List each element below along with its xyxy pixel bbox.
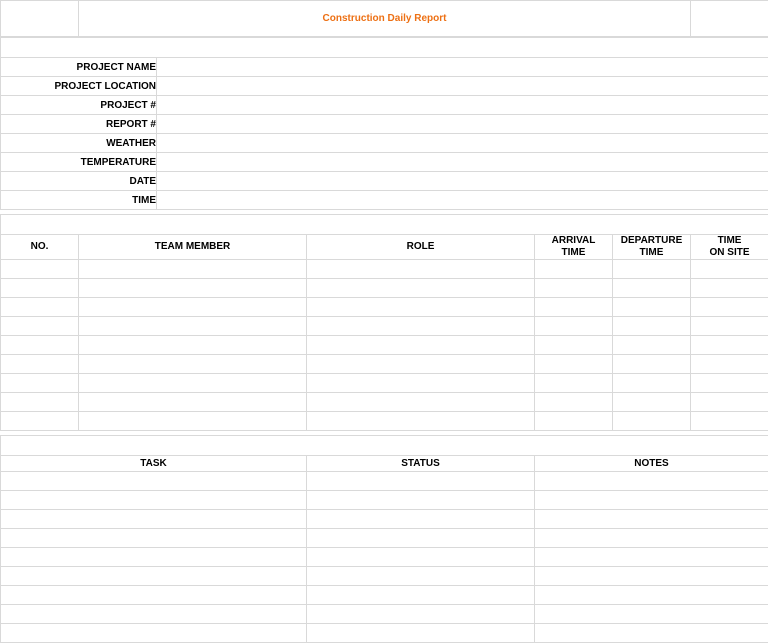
table-row [1, 355, 768, 374]
crew-col-arrival-time-line2: TIME [535, 247, 612, 259]
table-row [1, 279, 768, 298]
weather-label: WEATHER [1, 134, 157, 153]
crew-cell-arrival-time[interactable] [535, 317, 613, 336]
table-row [1, 491, 768, 510]
title-table [0, 0, 768, 37]
crew-cell-team-member[interactable] [79, 412, 307, 431]
crew-cell-departure-time[interactable] [613, 355, 691, 374]
crew-col-team-member: TEAM MEMBER [79, 235, 307, 260]
report-number-row [1, 115, 768, 134]
crew-cell-no[interactable] [1, 336, 79, 355]
time-row [1, 191, 768, 210]
crew-cell-role[interactable] [307, 336, 535, 355]
crew-cell-no[interactable] [1, 260, 79, 279]
work-cell-status[interactable] [307, 472, 535, 491]
page-title: Construction Daily Report [79, 1, 691, 37]
project-number-value[interactable] [157, 96, 768, 115]
temperature-label: TEMPERATURE [1, 153, 157, 172]
crew-cell-no[interactable] [1, 355, 79, 374]
crew-cell-team-member[interactable] [79, 336, 307, 355]
project-details-band [1, 38, 768, 58]
crew-cell-departure-time[interactable] [613, 317, 691, 336]
crew-col-role: ROLE [307, 235, 535, 260]
crew-cell-arrival-time[interactable] [535, 336, 613, 355]
crew-cell-time-on-site[interactable] [691, 374, 768, 393]
table-row [1, 586, 768, 605]
temperature-row [1, 153, 768, 172]
title-row [1, 1, 768, 37]
table-row [1, 529, 768, 548]
work-cell-task[interactable] [1, 586, 307, 605]
crew-col-departure-time [613, 235, 691, 260]
table-row [1, 510, 768, 529]
table-row [1, 317, 768, 336]
work-cell-status[interactable] [307, 529, 535, 548]
work-completed-band-label: WORK COMPLETED [1, 436, 768, 456]
crew-cell-role[interactable] [307, 412, 535, 431]
crew-cell-team-member[interactable] [79, 393, 307, 412]
crew-cell-role[interactable] [307, 355, 535, 374]
work-cell-status[interactable] [307, 548, 535, 567]
weather-value[interactable] [157, 134, 768, 153]
work-cell-notes[interactable] [535, 510, 768, 529]
table-row [1, 624, 768, 643]
work-cell-notes[interactable] [535, 567, 768, 586]
crew-cell-no[interactable] [1, 279, 79, 298]
title-right-spacer [691, 1, 768, 37]
crew-col-time-on-site-line2: ON SITE [691, 247, 768, 259]
temperature-value[interactable] [157, 153, 768, 172]
report-number-value[interactable] [157, 115, 768, 134]
work-cell-task[interactable] [1, 624, 307, 643]
crew-details-header-row [1, 235, 768, 260]
table-row [1, 548, 768, 567]
project-details-table [0, 37, 768, 210]
crew-cell-time-on-site[interactable] [691, 298, 768, 317]
time-value[interactable] [157, 191, 768, 210]
table-row [1, 567, 768, 586]
crew-cell-role[interactable] [307, 393, 535, 412]
work-cell-notes[interactable] [535, 529, 768, 548]
project-name-row [1, 58, 768, 77]
crew-cell-arrival-time[interactable] [535, 393, 613, 412]
table-row [1, 472, 768, 491]
crew-cell-team-member[interactable] [79, 279, 307, 298]
project-details-band-label: PROJECT DETAILS [1, 38, 768, 58]
crew-cell-team-member[interactable] [79, 260, 307, 279]
work-cell-status[interactable] [307, 605, 535, 624]
work-cell-notes[interactable] [535, 624, 768, 643]
crew-cell-role[interactable] [307, 260, 535, 279]
work-cell-status[interactable] [307, 510, 535, 529]
work-cell-notes[interactable] [535, 548, 768, 567]
work-cell-notes[interactable] [535, 605, 768, 624]
work-completed-table [0, 435, 768, 643]
table-row [1, 298, 768, 317]
crew-cell-role[interactable] [307, 317, 535, 336]
work-col-notes: NOTES [535, 456, 768, 472]
crew-cell-arrival-time[interactable] [535, 412, 613, 431]
work-cell-task[interactable] [1, 548, 307, 567]
crew-cell-arrival-time[interactable] [535, 298, 613, 317]
project-location-value[interactable] [157, 77, 768, 96]
crew-details-band-label: CREW DETAILS [1, 215, 768, 235]
crew-cell-team-member[interactable] [79, 355, 307, 374]
project-location-row [1, 77, 768, 96]
work-completed-header-row [1, 456, 768, 472]
crew-details-table [0, 214, 768, 431]
crew-col-arrival-time-line1: ARRIVAL [535, 235, 612, 247]
date-value[interactable] [157, 172, 768, 191]
work-cell-notes[interactable] [535, 586, 768, 605]
work-cell-status[interactable] [307, 491, 535, 510]
table-row [1, 393, 768, 412]
crew-col-time-on-site [691, 235, 768, 260]
crew-cell-no[interactable] [1, 374, 79, 393]
crew-details-band [1, 215, 768, 235]
work-cell-status[interactable] [307, 567, 535, 586]
work-cell-task[interactable] [1, 472, 307, 491]
table-row [1, 374, 768, 393]
table-row [1, 412, 768, 431]
work-cell-task[interactable] [1, 567, 307, 586]
table-row [1, 605, 768, 624]
crew-cell-arrival-time[interactable] [535, 374, 613, 393]
crew-cell-time-on-site[interactable] [691, 393, 768, 412]
crew-cell-departure-time[interactable] [613, 279, 691, 298]
date-label: DATE [1, 172, 157, 191]
crew-cell-arrival-time[interactable] [535, 260, 613, 279]
crew-cell-time-on-site[interactable] [691, 355, 768, 374]
report-number-label: REPORT # [1, 115, 157, 134]
crew-cell-departure-time[interactable] [613, 260, 691, 279]
project-number-row [1, 96, 768, 115]
work-cell-notes[interactable] [535, 472, 768, 491]
crew-cell-role[interactable] [307, 374, 535, 393]
crew-cell-team-member[interactable] [79, 374, 307, 393]
project-name-value[interactable] [157, 58, 768, 77]
table-row [1, 260, 768, 279]
crew-cell-time-on-site[interactable] [691, 260, 768, 279]
crew-cell-arrival-time[interactable] [535, 279, 613, 298]
crew-cell-time-on-site[interactable] [691, 336, 768, 355]
work-col-task: TASK [1, 456, 307, 472]
crew-col-arrival-time [535, 235, 613, 260]
work-cell-task[interactable] [1, 491, 307, 510]
crew-col-no: NO. [1, 235, 79, 260]
crew-cell-departure-time[interactable] [613, 412, 691, 431]
crew-cell-departure-time[interactable] [613, 298, 691, 317]
crew-col-departure-time-line1: DEPARTURE [613, 235, 690, 247]
crew-cell-arrival-time[interactable] [535, 355, 613, 374]
work-cell-task[interactable] [1, 529, 307, 548]
work-completed-band [1, 436, 768, 456]
title-left-spacer [1, 1, 79, 37]
work-cell-notes[interactable] [535, 491, 768, 510]
crew-cell-team-member[interactable] [79, 298, 307, 317]
table-row [1, 336, 768, 355]
crew-cell-time-on-site[interactable] [691, 317, 768, 336]
date-row [1, 172, 768, 191]
crew-cell-role[interactable] [307, 279, 535, 298]
crew-cell-no[interactable] [1, 393, 79, 412]
crew-cell-departure-time[interactable] [613, 393, 691, 412]
weather-row [1, 134, 768, 153]
project-location-label: PROJECT LOCATION [1, 77, 157, 96]
crew-cell-time-on-site[interactable] [691, 279, 768, 298]
crew-cell-no[interactable] [1, 317, 79, 336]
crew-cell-no[interactable] [1, 298, 79, 317]
work-cell-task[interactable] [1, 510, 307, 529]
project-name-label: PROJECT NAME [1, 58, 157, 77]
crew-cell-departure-time[interactable] [613, 336, 691, 355]
crew-col-departure-time-line2: TIME [613, 247, 690, 259]
work-col-status: STATUS [307, 456, 535, 472]
crew-cell-no[interactable] [1, 412, 79, 431]
work-cell-task[interactable] [1, 605, 307, 624]
project-number-label: PROJECT # [1, 96, 157, 115]
work-cell-status[interactable] [307, 586, 535, 605]
work-cell-status[interactable] [307, 624, 535, 643]
crew-cell-time-on-site[interactable] [691, 412, 768, 431]
crew-cell-role[interactable] [307, 298, 535, 317]
crew-cell-team-member[interactable] [79, 317, 307, 336]
crew-col-time-on-site-line1: TIME [691, 235, 768, 247]
crew-cell-departure-time[interactable] [613, 374, 691, 393]
time-label: TIME [1, 191, 157, 210]
